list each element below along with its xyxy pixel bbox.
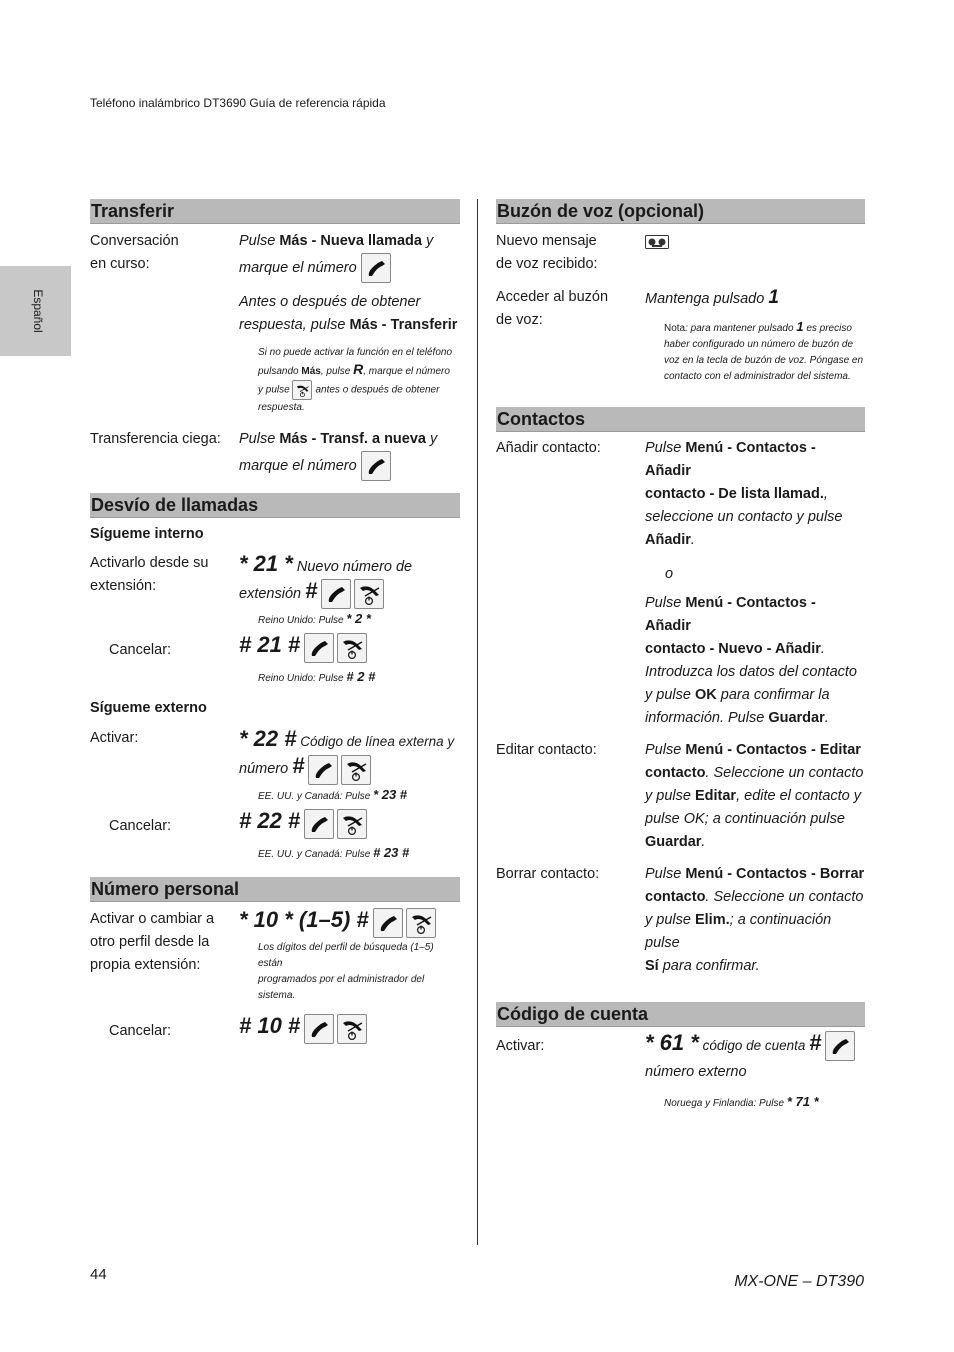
row-label: Conversación en curso: <box>90 233 179 272</box>
call-key-icon <box>373 908 403 938</box>
edit-contact-row: Editar contacto: Pulse Menú - Contactos - Editar contacto. Seleccione un contacto y pulse Editar, edite el contacto y pulse OK; a continuación pulse Guardar. <box>496 742 864 850</box>
call-key-icon <box>361 253 391 283</box>
call-key-icon <box>304 1014 334 1044</box>
follow-external-row: Activar: * 22 # Código de línea externa y número # <box>90 727 460 784</box>
section-title-contactos: Contactos <box>496 407 865 432</box>
section-title-buzon: Buzón de voz (opcional) <box>496 199 865 224</box>
note-us: EE. UU. y Canadá: Pulse * 23 # <box>258 786 408 802</box>
end-call-key-icon <box>406 908 436 938</box>
row-value: Pulse Más - Nueva llamada y marque el número Antes o después de obtener respuesta, pulse Más - Transferir <box>239 233 458 333</box>
blind-transfer-row: Transferencia ciega: Pulse Más - Transf. a nueva y marque el número <box>90 428 460 481</box>
call-key-icon <box>308 755 338 785</box>
note-norway: Noruega y Finlandia: Pulse * 71 * <box>664 1094 819 1110</box>
follow-internal-cancel-row: Cancelar: # 21 # <box>90 633 460 663</box>
end-call-key-icon <box>337 809 367 839</box>
call-key-icon <box>825 1031 855 1061</box>
end-call-key-icon <box>337 1014 367 1044</box>
language-tab-label: Español <box>31 289 45 333</box>
subtitle-sigueme-externo: Sígueme externo <box>90 700 207 717</box>
section-title-codigo: Código de cuenta <box>496 1002 865 1027</box>
page-number: 44 <box>90 1266 107 1283</box>
column-divider <box>477 199 478 1245</box>
note-us-2: EE. UU. y Canadá: Pulse # 23 # <box>258 844 410 860</box>
call-key-icon <box>321 579 351 609</box>
transfer-note: Si no puede activar la función en el teléfono pulsando Más, pulse R, marque el número y pulse antes o después de obtener respuesta. <box>258 347 453 413</box>
section-title-transferir: Transferir <box>90 199 460 224</box>
voicemail-access-row: Acceder al buzón de voz: Mantenga pulsado 1 Nota: para mantener pulsado 1 es preciso haber configurado un número de buzón de voz en la tecla de buzón de voz. Póngase en contacto con el administrador del sistema. <box>496 287 864 382</box>
follow-external-cancel-row: Cancelar: # 22 # <box>90 809 460 839</box>
personal-cancel-row: Cancelar: # 10 # <box>90 1014 460 1044</box>
end-call-key-icon <box>292 380 312 400</box>
note-uk: Reino Unido: Pulse * 2 * <box>258 611 371 627</box>
page-header: Teléfono inalámbrico DT3690 Guía de referencia rápida <box>90 96 386 110</box>
call-key-icon <box>361 451 391 481</box>
call-key-icon <box>304 809 334 839</box>
delete-contact-row: Borrar contacto: Pulse Menú - Contactos - Borrar contacto. Seleccione un contacto y pulse Elim.; a continuación pulse Sí para confirmar. <box>496 866 865 974</box>
voicemail-new-row: Nuevo mensaje de voz recibido: <box>496 230 865 276</box>
add-contact-row: Añadir contacto: Pulse Menú - Contactos - Añadir contacto - De lista llamad., seleccione un contacto y pulse Añadir. o Pulse Menú - Contactos - Añadir contacto - Nuevo - Añadir. Introduzca los datos del contacto y pulse OK para confirmar la información. Pulse Guardar. <box>496 440 857 726</box>
voicemail-icon <box>645 235 669 249</box>
call-key-icon <box>304 633 334 663</box>
follow-internal-row: Activarlo desde su extensión: * 21 * Nuevo número de extensión # <box>90 552 460 609</box>
end-call-key-icon <box>354 579 384 609</box>
model-name: MX-ONE – DT390 <box>734 1273 864 1290</box>
left-column <box>90 199 460 1044</box>
right-column <box>496 199 865 1112</box>
language-tab <box>0 266 71 356</box>
transfer-conversation-row <box>90 230 460 337</box>
subtitle-sigueme-interno: Sígueme interno <box>90 526 204 542</box>
personal-number-row: Activar o cambiar a otro perfil desde la propia extensión: * 10 * (1–5) # Los dígitos del perfil de búsqueda (1–5) están programados por el administrador del sistema. <box>90 906 434 1001</box>
section-title-personal: Número personal <box>90 877 460 902</box>
end-call-key-icon <box>341 755 371 785</box>
note-uk-2: Reino Unido: Pulse # 2 # <box>258 669 376 685</box>
account-code-row: Activar: * 61 * código de cuenta # número externo <box>496 1031 865 1084</box>
section-title-desvio: Desvío de llamadas <box>90 493 460 518</box>
end-call-key-icon <box>337 633 367 663</box>
